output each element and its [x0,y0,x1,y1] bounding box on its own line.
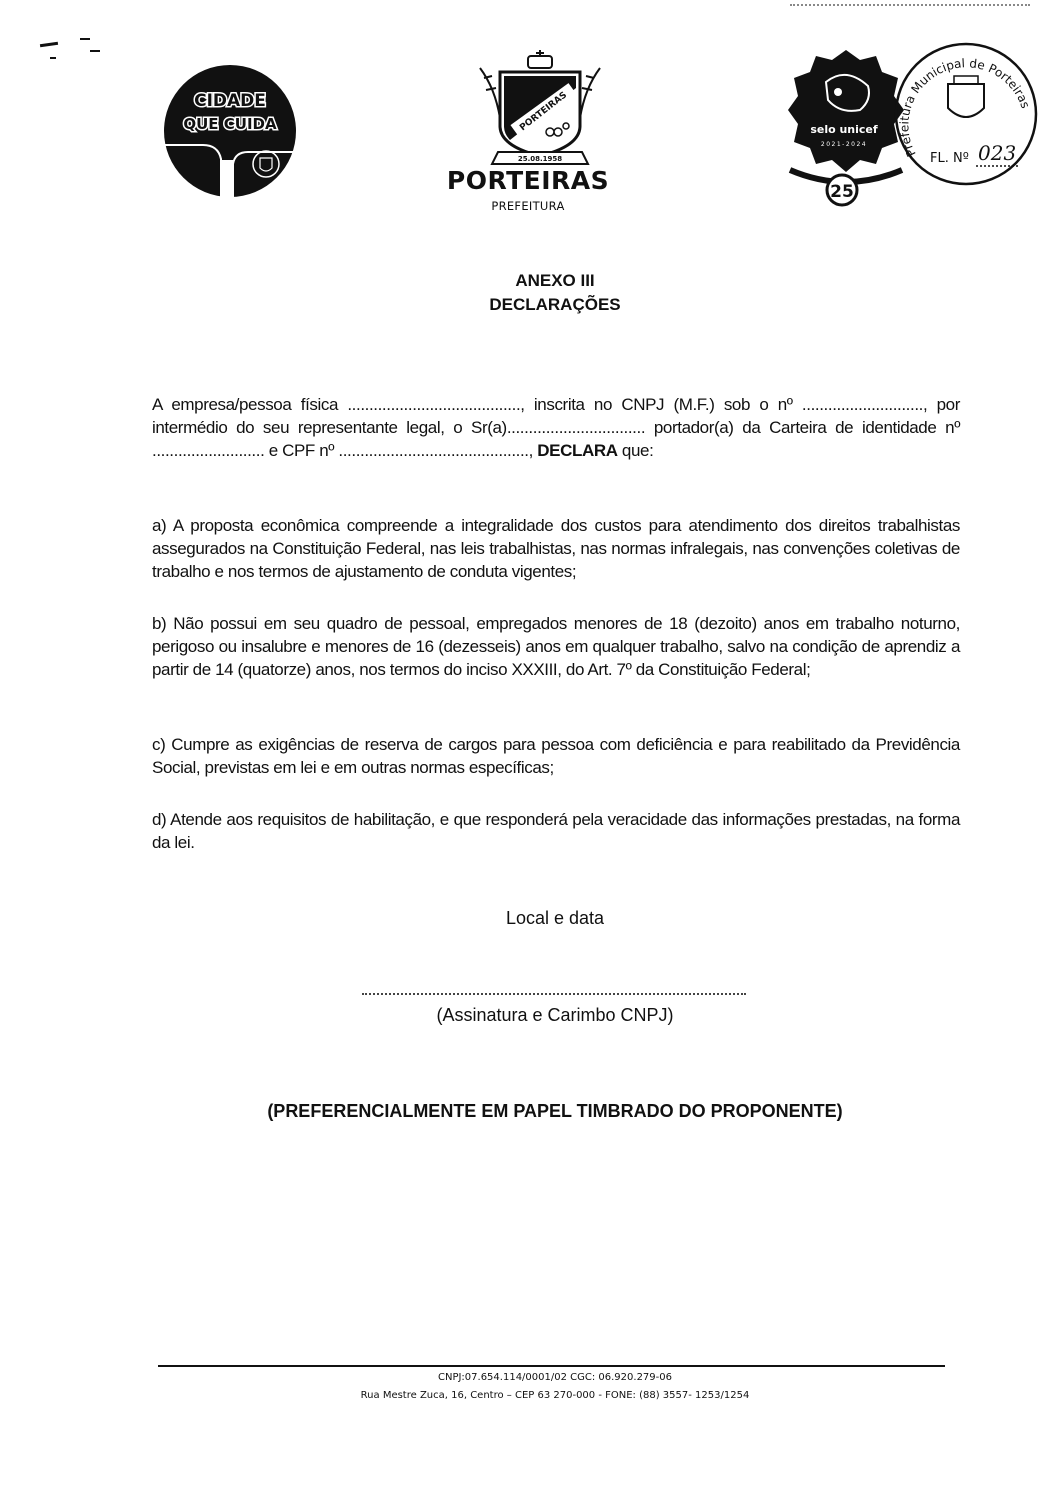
stamp-folio-label: FL. Nº [930,151,969,166]
logo-text-cidade: CIDADE [194,91,266,111]
signature-line [362,993,746,995]
scan-speck [50,57,56,59]
scan-speck [90,50,100,52]
letterhead-note: (PREFERENCIALMENTE EM PAPEL TIMBRADO DO PROPONENTE) [267,1101,843,1121]
intro-text: A empresa/pessoa física ........................................, inscrita no CNPJ (M.F.) sob o nº ............................, por intermédio do seu representante legal, o Sr(a)................................ portador(a) da Carteira de identidade nº .......................... e CPF nº ............................................, [152,395,960,460]
badge-number: 25 [830,182,854,202]
intro-declara: DECLARA [537,441,618,460]
document-title: ANEXO III [515,271,595,290]
declaration-item-d: d) Atende aos requisitos de habilitação, e que responderá pela veracidade das informações prestadas, na forma da lei. [152,810,960,852]
scan-speck [80,38,90,40]
signature-label: (Assinatura e Carimbo CNPJ) [436,1005,674,1025]
crest-banner-text: PORTEIRAS [518,90,570,134]
crest-date: 25.08.1958 [517,155,563,163]
declaration-item-c: c) Cumpre as exigências de reserva de cargos para pessoa com deficiência e para reabilitado da Previdência Social, previstas em lei e em outras normas específicas; [152,735,960,777]
brand-name: PORTEIRAS [446,166,610,195]
logo-text-que-cuida: QUE CUIDA [183,115,277,133]
cidade-que-cuida-logo [163,64,297,198]
badge-years: 2021-2024 [820,141,868,148]
stamp-text: Prefeitura Municipal de Porteiras [897,56,1033,160]
place-and-date: Local e data [505,908,605,928]
porteiras-crest [470,48,610,168]
footer-registration: CNPJ:07.654.114/0001/02 CGC: 06.920.279-06 [437,1372,672,1383]
badge-text: selo unicef [810,123,878,136]
scan-speck [40,42,58,47]
brand-subtitle: PREFEITURA [491,199,565,213]
stamp-folio-number: 023 [978,141,1017,165]
declaration-item-a: a) A proposta econômica compreende a integralidade dos custos para atendimento dos direitos trabalhistas assegurados na Constituição Federal, nas leis trabalhistas, nas normas infralegais, nas convenções coletivas de trabalho e nos termos de ajustamento de conduta vigentes; [152,516,960,581]
document-subtitle: DECLARAÇÕES [489,295,621,314]
scan-edge [790,4,1030,8]
declaration-item-b: b) Não possui em seu quadro de pessoal, empregados menores de 18 (dezoito) anos em trabalho noturno, perigoso ou insalubre e menores de 16 (dezesseis) anos em qualquer trabalho, salvo na condição de aprendiz a partir de 14 (quatorze) anos, nos termos do inciso XXXIII, do Art. 7º da Constituição Federal; [152,614,960,679]
intro-end: que: [617,441,654,460]
unicef-badge-and-stamp [780,36,1040,216]
intro-paragraph [152,393,960,462]
footer-address: Rua Mestre Zuca, 16, Centro – CEP 63 270-000 - FONE: (88) 3557- 1253/1254 [360,1390,750,1401]
footer-divider [158,1365,945,1367]
